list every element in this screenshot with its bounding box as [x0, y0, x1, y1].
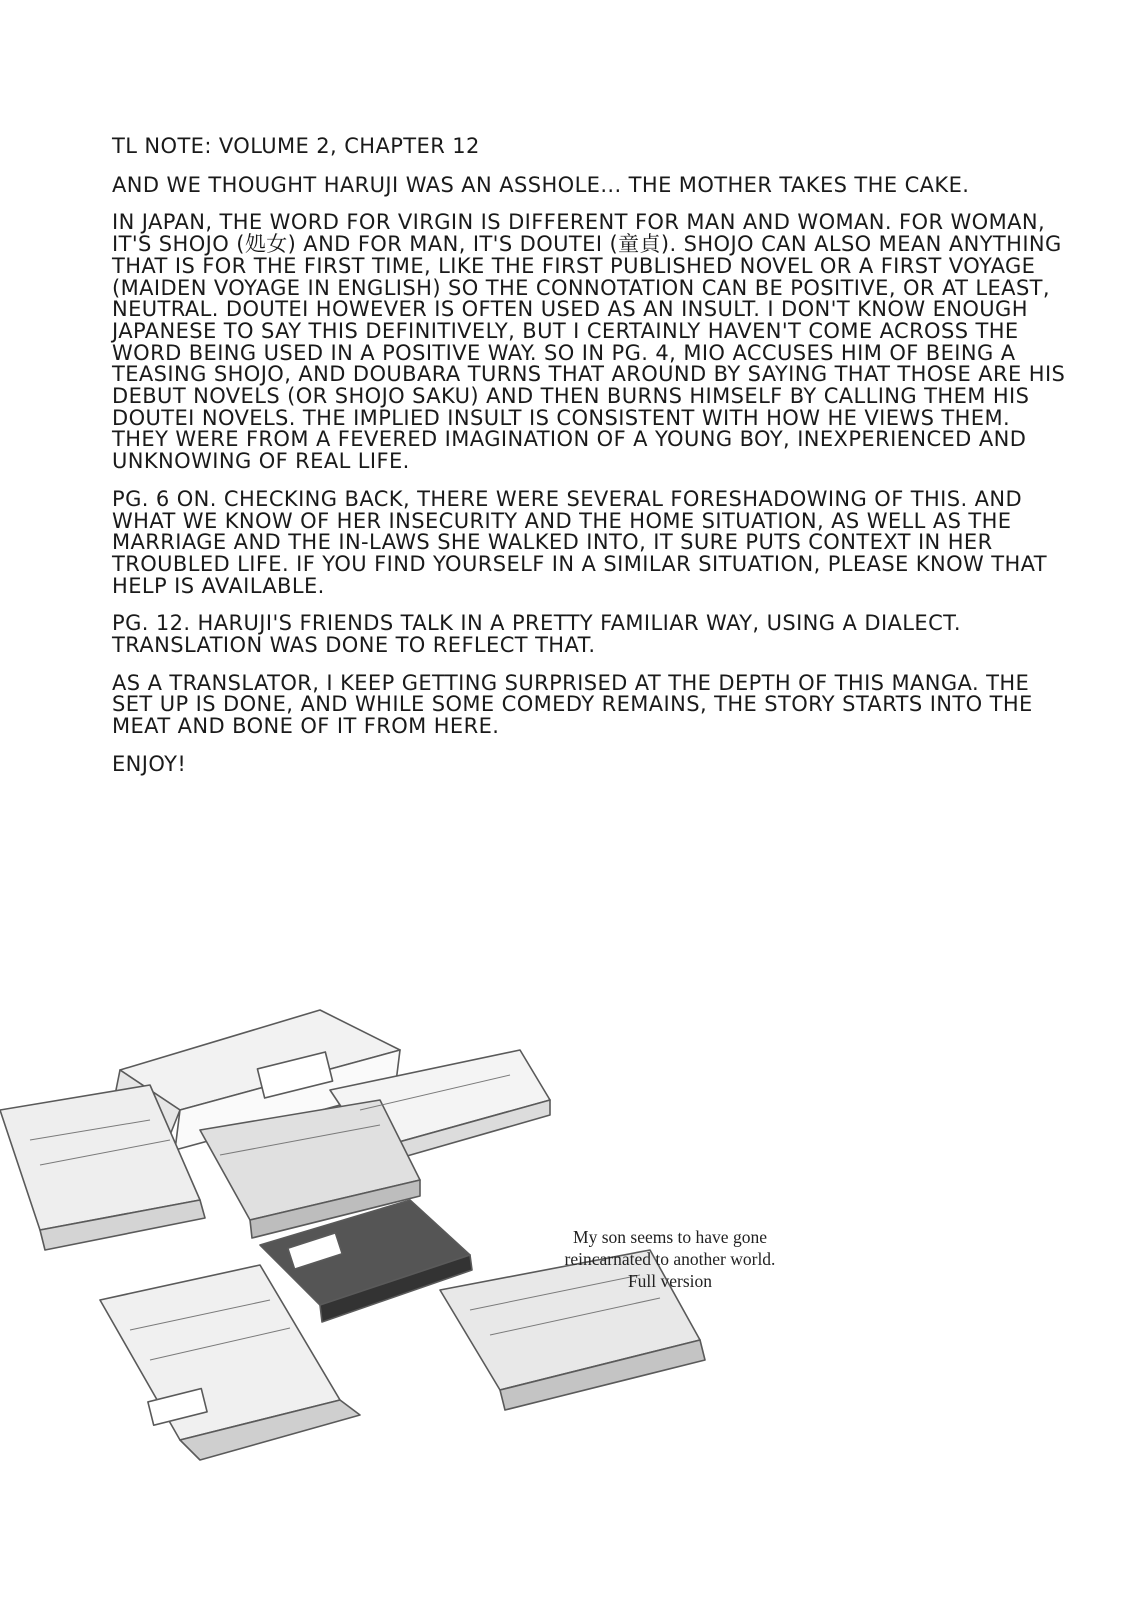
notes-paragraph-intro: AND WE THOUGHT HARUJI WAS AN ASSHOLE... THE MOTHER TAKES THE CAKE. — [112, 172, 970, 197]
caption-line-1: My son seems to have gone — [573, 1227, 767, 1247]
caption-line-2: reincarnated to another world. — [564, 1249, 776, 1269]
notes-paragraph-virgin: IN JAPAN, THE WORD FOR VIRGIN IS DIFFERENT FOR MAN AND WOMAN. FOR WOMAN, IT'S SHOJO (処女) AND FOR MAN, IT'S DOUTEI (童貞). SHOJO CAN ALSO MEAN ANYTHING THAT IS FOR THE FIRST TIME, LIKE THE FIRST PUBLISHED NOVEL OR A FIRST VOYAGE (MAIDEN VOYAGE IN ENGLISH) SO THE CONNOTATION CAN BE POSITIVE, OR AT LEAST, NEUTRAL. DOUTEI HOWEVER IS OFTEN USED AS AN INSULT. I DON'T KNOW ENOUGH JAPANESE TO SAY THIS DEFINITIVELY, BUT I CERTAINLY HAVEN'T COME ACROSS THE WORD BEING USED IN A POSITIVE WAY. SO IN PG. 4, MIO ACCUSES HIM OF BEING A TEASING SHOJO, AND DOUBARA TURNS THAT AROUND BY SAYING THAT THOSE ARE HIS DEBUT NOVELS (OR SHOJO SAKU) AND THEN BURNS HIMSELF BY CALLING THEM HIS DOUTEI NOVELS. THE IMPLIED INSULT IS CONSISTENT WITH HOW HE VIEWS THEM. THEY WERE FROM A FEVERED IMAGINATION OF A YOUNG BOY, INEXPERIENCED AND UNKNOWING OF REAL LIFE. — [112, 210, 1066, 474]
series-caption — [520, 1226, 820, 1292]
notes-title: TL NOTE: VOLUME 2, CHAPTER 12 — [112, 134, 480, 158]
notes-paragraph-pg12: PG. 12. HARUJI'S FRIENDS TALK IN A PRETTY FAMILIAR WAY, USING A DIALECT. TRANSLATION WAS DONE TO REFLECT THAT. — [112, 611, 961, 658]
notes-paragraph-enjoy: ENJOY! — [112, 751, 187, 776]
notes-paragraph-translator: AS A TRANSLATOR, I KEEP GETTING SURPRISED AT THE DEPTH OF THIS MANGA. THE SET UP IS DONE, AND WHILE SOME COMEDY REMAINS, THE STORY STARTS INTO THE MEAT AND BONE OF IT FROM HERE. — [112, 670, 1033, 739]
translator-notes — [112, 136, 1072, 792]
notes-paragraph-pg6: PG. 6 ON. CHECKING BACK, THERE WERE SEVERAL FORESHADOWING OF THIS. AND WHAT WE KNOW OF HER INSECURITY AND THE HOME SITUATION, AS WELL AS THE MARRIAGE AND THE IN-LAWS SHE WALKED INTO, IT SURE PUTS CONTEXT IN HER TROUBLED LIFE. IF YOU FIND YOURSELF IN A SIMILAR SITUATION, PLEASE KNOW THAT HELP IS AVAILABLE. — [112, 486, 1048, 598]
caption-line-3: Full version — [627, 1271, 713, 1291]
